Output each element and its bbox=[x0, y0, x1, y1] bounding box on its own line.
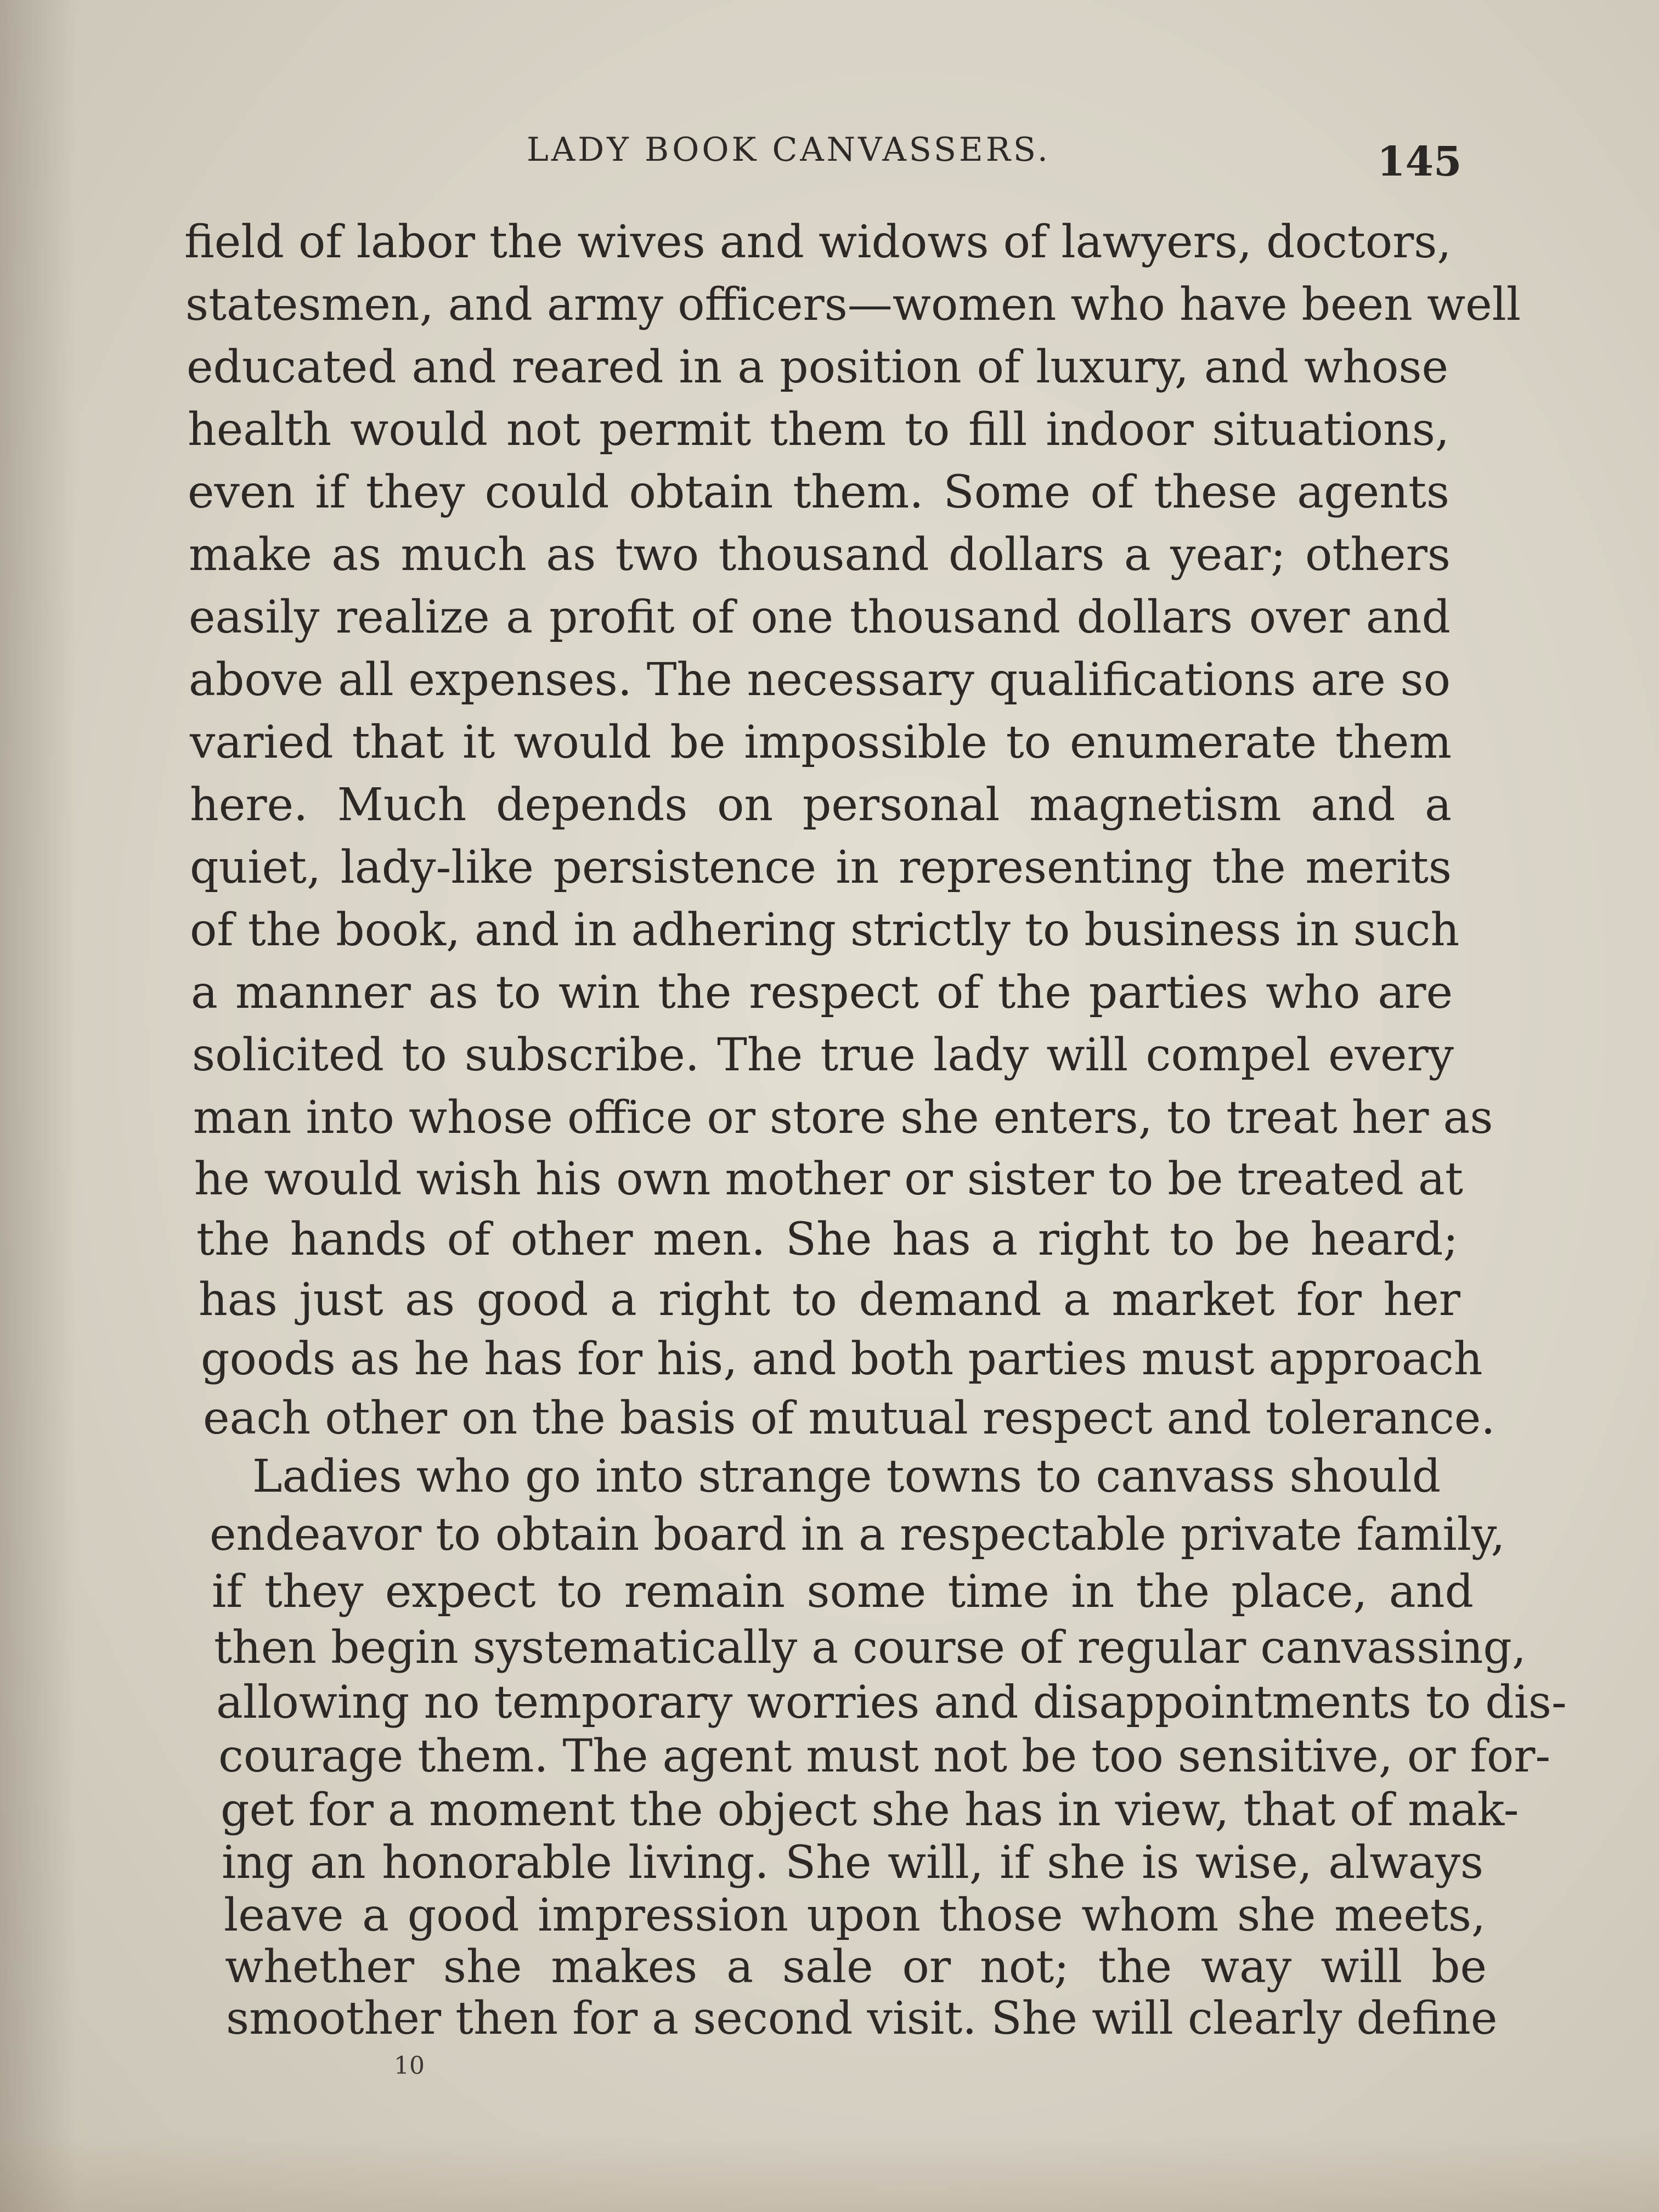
text-line: make as much as two thousand dollars a year; others bbox=[189, 529, 1451, 581]
text-line: smoother then for a second visit. She will clearly define bbox=[226, 1993, 1498, 2045]
text-line: then begin systematically a course of regular canvassing, bbox=[214, 1622, 1526, 1674]
text-line-indent: Ladies who go into strange towns to canvass should bbox=[252, 1451, 1441, 1503]
text-line: courage them. The agent must not be too sensitive, or for- bbox=[218, 1730, 1551, 1782]
text-line: has just as good a right to demand a market for her bbox=[199, 1274, 1460, 1326]
running-head-title: LADY BOOK CANVASSERS. bbox=[527, 131, 1051, 169]
text-line: even if they could obtain them. Some of these agents bbox=[188, 466, 1449, 518]
text-line: here. Much depends on personal magnetism and a bbox=[190, 779, 1452, 831]
page-edge-shadow bbox=[0, 0, 77, 2212]
text-line: each other on the basis of mutual respect and tolerance. bbox=[203, 1392, 1496, 1444]
text-line: leave a good impression upon those whom she meets, bbox=[224, 1889, 1486, 1942]
text-line: quiet, lady-like persistence in representing the merits bbox=[190, 842, 1452, 894]
text-line: get for a moment the object she has in view, that of mak- bbox=[221, 1784, 1519, 1836]
page-number: 145 bbox=[1377, 138, 1462, 185]
text-line: a manner as to win the respect of the parties who are bbox=[191, 967, 1453, 1019]
text-line: man into whose office or store she enters, to treat her as bbox=[193, 1092, 1493, 1144]
text-line: field of labor the wives and widows of lawyers, doctors, bbox=[184, 216, 1452, 268]
page-bottom-tint bbox=[0, 2135, 1659, 2212]
text-line: health would not permit them to fill indoor situations, bbox=[188, 404, 1449, 456]
text-line: educated and reared in a position of luxury, and whose bbox=[187, 341, 1448, 393]
text-line: statesmen, and army officers—women who have been well bbox=[185, 279, 1521, 331]
text-line: ing an honorable living. She will, if she is wise, always bbox=[222, 1837, 1483, 1889]
text-line: easily realize a profit of one thousand dollars over and bbox=[189, 591, 1451, 644]
signature-mark: 10 bbox=[394, 2052, 425, 2080]
text-line: of the book, and in adhering strictly to business in such bbox=[190, 904, 1460, 956]
text-line: allowing no temporary worries and disappointments to dis- bbox=[216, 1677, 1567, 1729]
text-line: if they expect to remain some time in the place, and bbox=[212, 1566, 1474, 1618]
text-line: the hands of other men. She has a right to be heard; bbox=[196, 1214, 1458, 1266]
text-line: solicited to subscribe. The true lady will compel every bbox=[192, 1029, 1454, 1081]
text-line: varied that it would be impossible to enumerate them bbox=[190, 716, 1452, 769]
text-line: endeavor to obtain board in a respectable private family, bbox=[210, 1509, 1505, 1561]
text-line: whether she makes a sale or not; the way will be bbox=[225, 1941, 1487, 1993]
text-line: he would wish his own mother or sister to be treated at bbox=[194, 1153, 1463, 1205]
text-line: above all expenses. The necessary qualifications are so bbox=[189, 654, 1451, 706]
text-line: goods as he has for his, and both parties must approach bbox=[201, 1333, 1483, 1385]
